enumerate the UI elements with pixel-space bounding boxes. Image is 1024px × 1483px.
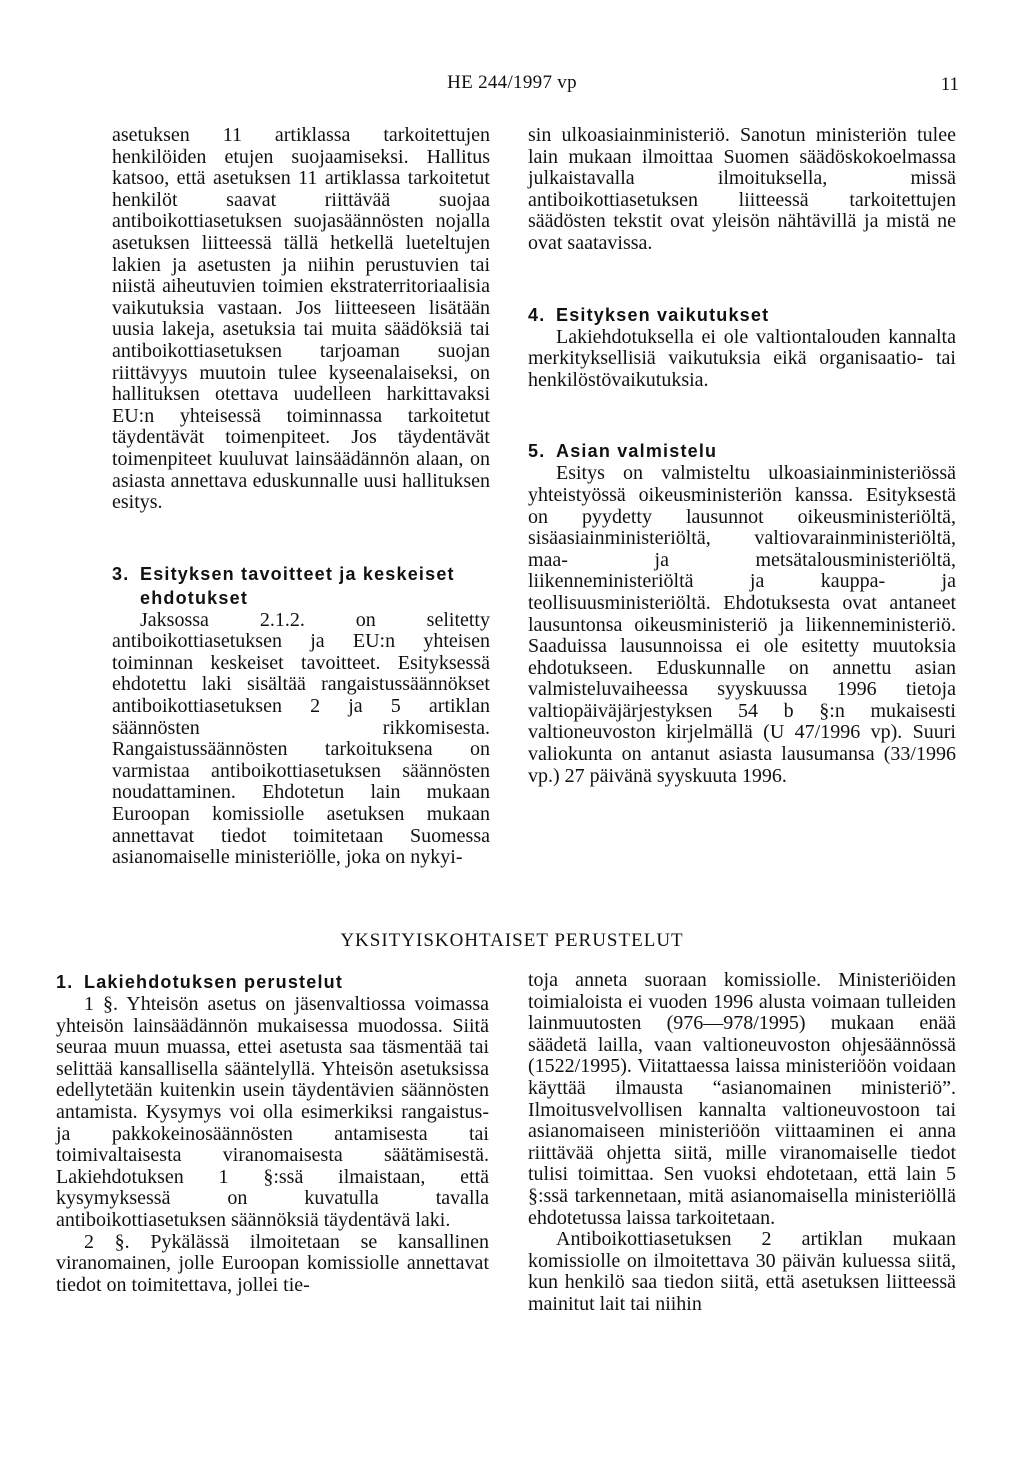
- section-title: Esityksen tavoitteet ja keskeiset ehdotukset: [140, 563, 455, 608]
- paragraph: Esitys on valmisteltu ulkoasiainministeriössä yhteistyössä oikeusministeriön kanssa. Esityksestä on pyydetty lausunnot oikeusministeriöltä, sisäasiainministeriöltä, valtiovarainministeriöltä, maa- ja metsätalousministeriöltä, liikenneministeriöltä ja kauppa- ja teollisuusministeriöltä. Ehdotuksesta ovat antaneet lausuntonsa oikeusministeriö ja liikenneministeriö. Saaduissa lausunnoissa ei ole esitetty muutoksia ehdotukseen. Eduskunnalle on annettu asian valmisteluvaiheessa syyskuussa 1996 tietoja valtiopäiväjärjestyksen 54 b §:n mukaisesti valtioneuvoston kirjelmällä (U 47/1996 vp). Suuri valiokunta on antanut asiasta lausumansa (33/1996 vp.) 27 päivänä syyskuuta 1996.: [528, 462, 956, 787]
- section-heading-1: [56, 970, 489, 994]
- page-number: 11: [940, 74, 959, 95]
- detailed-rationale-title: YKSITYISKOHTAISET PERUSTELUT: [340, 930, 684, 951]
- section-title: Lakiehdotuksen perustelut: [84, 972, 344, 992]
- paragraph: sin ulkoasiainministeriö. Sanotun ministeriön tulee lain mukaan ilmoittaa Suomen säädöskokoelmassa julkaistavalla ilmoituksella, missä antiboikottiasetuksen liitteessä tarkoitettujen säädösten tekstit ovat yleisön nähtävillä ja mistä ne ovat saatavissa.: [528, 124, 956, 254]
- paragraph: Antiboikottiasetuksen 2 artiklan mukaan komissiolle on ilmoitettava 30 päivän kuluessa siitä, kun henkilö saa tiedon siitä, että asetuksen liitteessä mainitut lait tai niihin: [528, 1228, 956, 1315]
- paragraph: Jaksossa 2.1.2. on selitetty antiboikottiasetuksen ja EU:n yhteisen toiminnan keskeiset tavoitteet. Esityksessä ehdotettu laki sisältää rangaistussäännökset antiboikottiasetuksen 2 ja 5 artiklan säännösten rikkomisesta. Rangaistussäännösten tarkoituksena on varmistaa antiboikottiasetuksen säännösten noudattaminen. Ehdotetun lain mukaan Euroopan komissiolle asetuksen mukaan annettavat tiedot toimitetaan Suomessa asianomaiselle ministeriölle, joka on nykyi-: [112, 608, 490, 869]
- section-number: 4.: [528, 304, 546, 325]
- section-title: Asian valmistelu: [556, 441, 718, 462]
- section-heading-4: [528, 303, 956, 327]
- page-header: [0, 72, 1024, 102]
- section-number: 5.: [528, 441, 546, 462]
- section-heading-3: [112, 562, 490, 610]
- section-number: 3.: [112, 563, 130, 584]
- right-column-bottom: [528, 970, 956, 1316]
- section-number: 1.: [56, 972, 74, 992]
- paragraph: 2 §. Pykälässä ilmoitetaan se kansallinen viranomainen, jolle Euroopan komissiolle annettavat tiedot on toimitettava, jollei tie-: [56, 1230, 489, 1296]
- paragraph: asetuksen 11 artiklassa tarkoitettujen henkilöiden etujen suojaamiseksi. Hallitus katsoo, että asetuksen 11 artiklassa tarkoitetut henkilöt saavat riittävää suojaa antiboikottiasetuksen suojasäännösten nojalla asetuksen liitteessä tällä hetkellä lueteltujen lakien ja asetusten ja niihin perustuvien tai niistä aiheutuvien toimien ekstraterritoriaalisia vaikutuksia vastaan. Jos liitteeseen lisätään uusia lakeja, asetuksia tai muita säädöksiä tai antiboikottiasetuksen tarjoaman suojan riittävyys muutoin tulee kyseenalaiseksi, on hallituksen otettava uudelleen harkittavaksi EU:n yhteisessä toiminnassa tarkoitetut täydentävät toimenpiteet. Jos täydentävät toimenpiteet kuuluvat lainsäädännön alaan, on asiasta annettava eduskunnalle uusi hallituksen esitys.: [112, 124, 490, 514]
- left-column-top: [112, 125, 490, 869]
- paragraph: toja anneta suoraan komissiolle. Ministeriöiden toimialoista ei vuoden 1996 alusta voimaan tulleiden lainmuutosten (976—978/1995) mukaan enää säädetä lailla, vaan valtioneuvoston ohjesäännössä (1522/1995). Viitattaessa laissa ministeriöön voidaan käyttää ilmausta “asianomainen ministeriö”. Ilmoitusvelvollisen kannalta valtioneuvostoon tai asianomaiseen ministeriöön viittaaminen ei anna riittävää ohjetta siitä, mille viranomaiselle tiedot tulisi toimittaa. Sen vuoksi ehdotetaan, että lain 5 §:ssä tarkennetaan, mitä asianomaisella ministeriöllä ehdotetussa laissa tarkoitetaan.: [528, 969, 956, 1229]
- right-column-top: [528, 125, 956, 787]
- left-column-bottom: [56, 970, 489, 1296]
- document-title: HE 244/1997 vp: [447, 72, 577, 93]
- section-title: Esityksen vaikutukset: [556, 304, 770, 325]
- paragraph: Lakiehdotuksella ei ole valtiontalouden kannalta merkityksellisiä vaikutuksia eikä organisaatio- tai henkilöstövaikutuksia.: [528, 325, 956, 391]
- section-heading-5: [528, 439, 956, 463]
- paragraph: 1 §. Yhteisön asetus on jäsenvaltiossa voimassa yhteisön lainsäädännön mukaisessa muodossa. Siitä seuraa muun muassa, ettei asetusta saa täsmentää tai selittää kansallisella sääntelyllä. Yhteisön asetuksissa edellytetään kuitenkin usein täydentävien säännösten antamista. Kysymys voi olla esimerkiksi rangaistus- ja pakkokeinosäännösten antamisesta tai toimivaltaisesta viranomaisesta säätämisestä. Lakiehdotuksen 1 §:ssä ilmaistaan, että kysymyksessä on kuvatulla tavalla antiboikottiasetuksen säännöksiä täydentävä laki.: [56, 993, 489, 1231]
